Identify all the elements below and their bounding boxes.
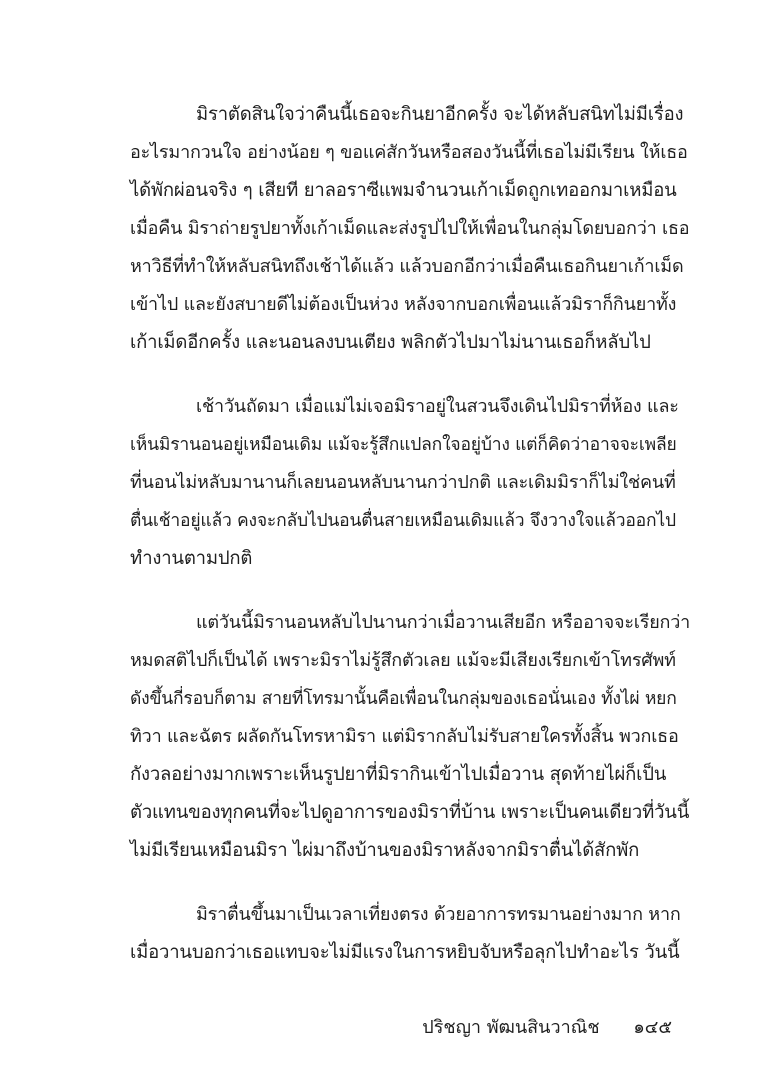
text-line: ตื่นเช้าอยู่แล้ว คงจะกลับไปนอนตื่นสายเหมือนเดิมแล้ว จึงวางใจแล้วออกไป [130,511,676,531]
text-line: ได้พักผ่อนจริง ๆ เสียที ยาลอราซีแพมจำนวนเก้าเม็ดถูกเทออกมาเหมือน [130,180,677,201]
text-line: เข้าไป และยังสบายดีไม่ต้องเป็นห่วง หลังจากบอกเพื่อนแล้วมิราก็กินยาทั้ง [130,294,677,315]
text-line: เห็นมิรานอนอยู่เหมือนเดิม แม้จะรู้สึกแปลกใจอยู่บ้าง แต่ก็คิดว่าอาจจะเพลีย [130,435,677,455]
text-line: ตัวแทนของทุกคนที่จะไปดูอาการของมิราที่บ้าน เพราะเป็นคนเดียวที่วันนี้ [130,802,690,823]
text-line: เก้าเม็ดอีกครั้ง และนอนลงบนเตียง พลิกตัวไปมาไม่นานเธอก็หลับไป [130,332,651,353]
text-line: มิราตัดสินใจว่าคืนนี้เธอจะกินยาอีกครั้ง จะได้หลับสนิทไม่มีเรื่อง [196,104,684,125]
page-number: ๑๔๕ [633,1017,672,1038]
text-line: หาวิธีที่ทำให้หลับสนิทถึงเช้าได้แล้ว แล้วบอกอีกว่าเมื่อคืนเธอกินยาเก้าเม็ด [130,256,684,277]
body-text [130,96,690,998]
text-line: ทำงานตามปกติ [130,548,253,569]
paragraph-2 [130,388,690,578]
paragraph-1 [130,96,690,362]
text-line: เมื่อวานบอกว่าเธอแทบจะไม่มีแรงในการหยิบจับหรือลุกไปทำอะไร วันนี้ [130,942,680,963]
text-line: ดังขึ้นกี่รอบก็ตาม สายที่โทรมานั้นคือเพื่อนในกลุ่มของเธอนั่นเอง ทั้งไผ่ หยก [130,689,677,709]
paragraph-3 [130,604,690,870]
text-line: แต่วันนี้มิรานอนหลับไปนานกว่าเมื่อวานเสียอีก หรืออาจจะเรียกว่า [196,612,691,633]
text-line: หมดสติไปก็เป็นได้ เพราะมิราไม่รู้สึกตัวเลย แม้จะมีเสียงเรียกเข้าโทรศัพท์ [130,650,676,671]
text-line: ที่นอนไม่หลับมานานก็เลยนอนหลับนานกว่าปกติ และเดิมมิราก็ไม่ใช่คนที่ [130,472,676,493]
page-footer [422,1012,672,1041]
paragraph-4 [130,896,690,972]
footer-author: ปริชญา พัฒนสินวาณิช [422,1017,600,1038]
text-line: ไม่มีเรียนเหมือนมิรา ไผ่มาถึงบ้านของมิราหลังจากมิราตื่นได้สักพัก [130,840,640,861]
text-line: มิราตื่นขึ้นมาเป็นเวลาเที่ยงตรง ด้วยอาการทรมานอย่างมาก หาก [196,904,681,925]
text-line: เช้าวันถัดมา เมื่อแม่ไม่เจอมิราอยู่ในสวนจึงเดินไปมิราที่ห้อง และ [196,396,679,417]
text-line: อะไรมากวนใจ อย่างน้อย ๆ ขอแค่สักวันหรือสองวันนี้ที่เธอไม่มีเรียน ให้เธอ [130,142,688,163]
text-line: ทิวา และฉัตร ผลัดกันโทรหามิรา แต่มิรากลับไม่รับสายใครทั้งสิ้น พวกเธอ [130,726,679,747]
text-line: เมื่อคืน มิราถ่ายรูปยาทั้งเก้าเม็ดและส่งรูปไปให้เพื่อนในกลุ่มโดยบอกว่า เธอ [130,218,690,239]
text-line: กังวลอย่างมากเพราะเห็นรูปยาที่มิรากินเข้าไปเมื่อวาน สุดท้ายไผ่ก็เป็น [130,764,667,785]
